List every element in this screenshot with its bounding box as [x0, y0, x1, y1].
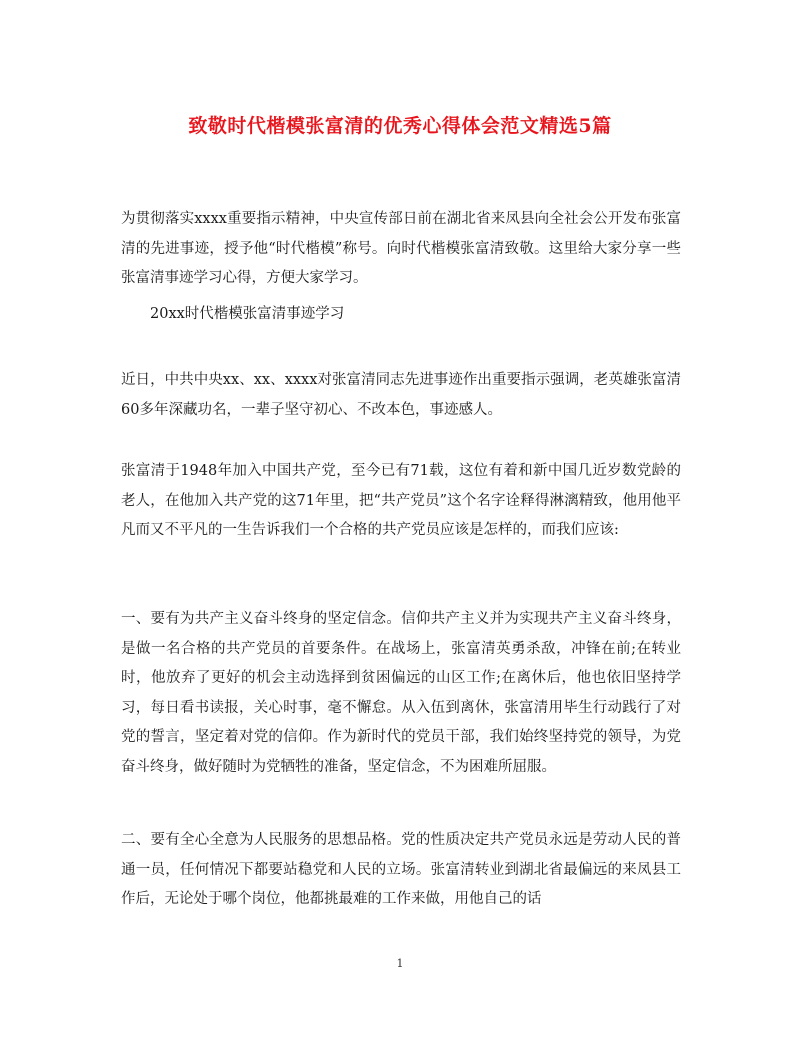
intro-paragraph: 为贯彻落实xxxx重要指示精神，中央宣传部日前在湖北省来凤县向全社会公开发布张富清的先进事迹，授予他“时代楷模”称号。向时代楷模张富清致敬。这里给大家分享一些张富清事迹学习心得，方便大家学习。: [121, 211, 681, 287]
page-number: 1: [396, 957, 404, 970]
document-title: 致敬时代楷模张富清的优秀心得体会范文精选5篇: [188, 115, 612, 137]
body-paragraph: 张富清于1948年加入中国共产党，至今已有71载，这位有着和新中国几近岁数党龄的老人，在他加入共产党的这71年里，把“共产党员”这个名字诠释得淋漓精致，他用他平凡而又不平凡的一生告诉我们一个合格的共产党员应该是怎样的，而我们应该:: [121, 463, 681, 539]
point-one-paragraph: 一、要有为共产主义奋斗终身的坚定信念。信仰共产主义并为实现共产主义奋斗终身，是做一名合格的共产党员的首要条件。在战场上，张富清英勇杀敌，冲锋在前;在转业时，他放弃了更好的机会主动选择到贫困偏远的山区工作;在离休后，他也依旧坚持学习，每日看书读报，关心时事，毫不懈怠。从入伍到离休，张富清用毕生行动践行了对党的誓言，坚定着对党的信仰。作为新时代的党员干部，我们始终坚持党的领导，为党奋斗终身，做好随时为党牺牲的准备，坚定信念，不为困难所屈服。: [121, 611, 681, 775]
body-paragraph: 近日，中共中央xx、xx、xxxx对张富清同志先进事迹作出重要指示强调，老英雄张富清60多年深藏功名，一辈子坚守初心、不改本色，事迹感人。: [121, 372, 681, 418]
section-subtitle: 20xx时代楷模张富清事迹学习: [150, 306, 345, 322]
point-two-paragraph: 二、要有全心全意为人民服务的思想品格。党的性质决定共产党员永远是劳动人民的普通一员，任何情况下都要站稳党和人民的立场。张富清转业到湖北省最偏远的来凤县工作后，无论处于哪个岗位，他都挑最难的工作来做，用他自己的话: [121, 832, 681, 908]
